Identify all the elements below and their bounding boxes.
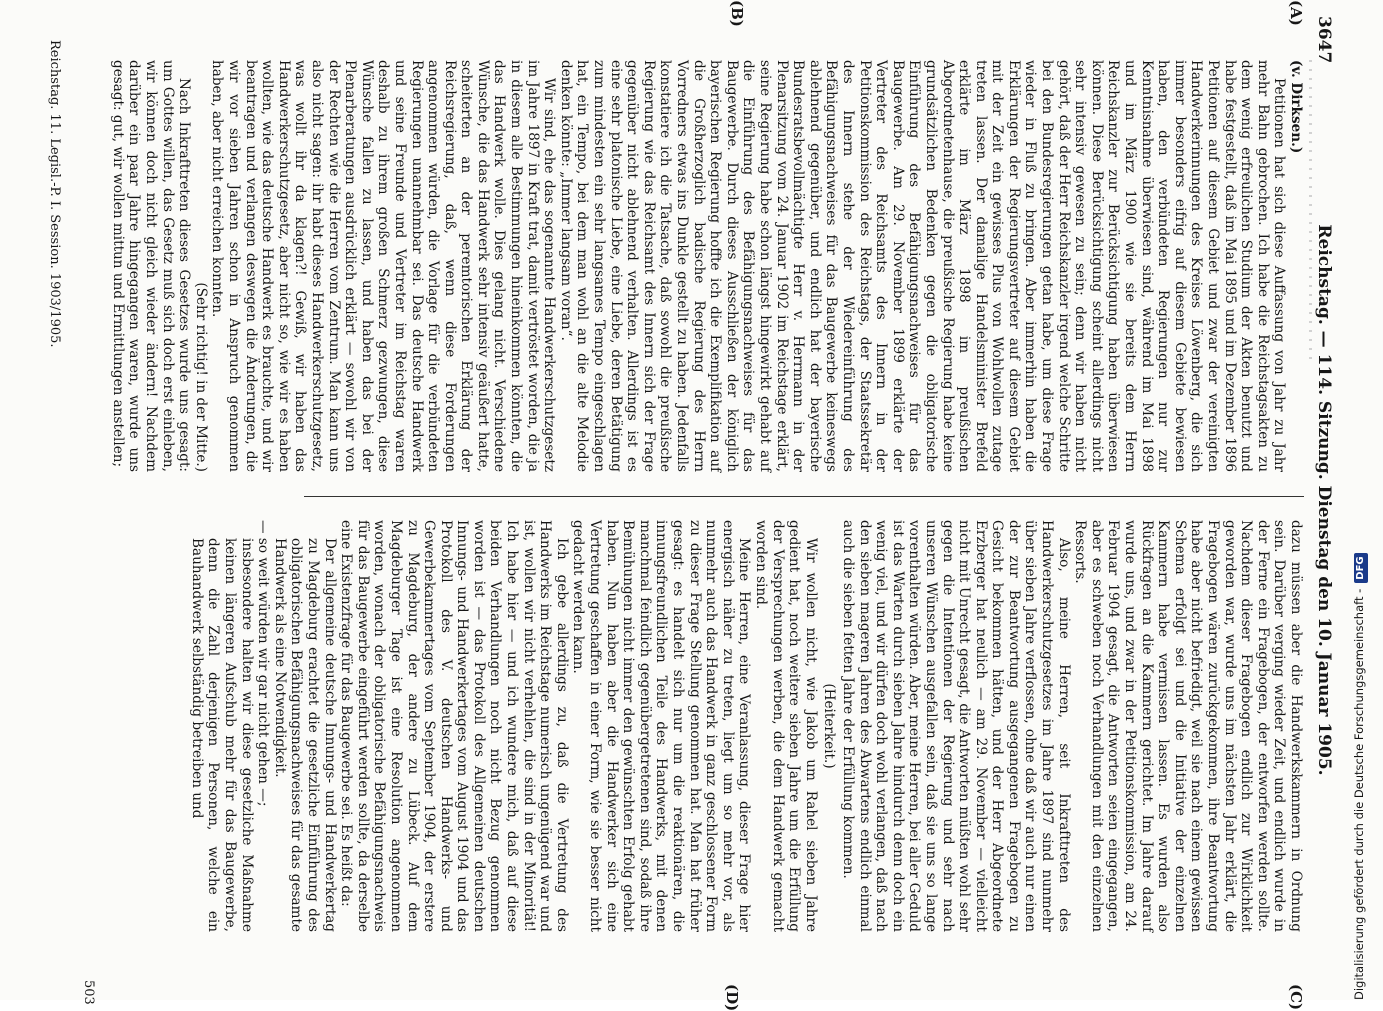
- interjection: (Heiterkeit.): [821, 683, 838, 769]
- speaker-label: (v. Dirksen.): [1288, 60, 1304, 154]
- left-column: [109, 60, 1304, 472]
- paragraph: Nach Inkrafttreten dieses Gesetzes wurde uns gesagt: um Gottes willen, das Gesetz muß sich doch erst einleben, wir können doch nicht gleich wieder ändern! Nachdem darüber ein paar Jahre hingegangen waren, wurde uns gesagt: gut, wir wollen mittun und Ermittlungen anstellen;: [109, 60, 193, 472]
- interjection: (Sehr richtig! in der Mitte.): [192, 282, 209, 472]
- rotated-document-page: [10, 0, 1340, 1011]
- paragraph: Petitionen hat sich diese Auffassung von Jahr zu Jahr mehr Bahn gebrochen. Ich habe die Reichstagsakten zu dem wenig erfreulichen Studium der Akten benutzt und habe festgestellt, daß im Mai 1895 und im Dezember 1896 Petitionen auf diesem Gebiet und zwar der vereinigten Handwerkerinnungen des Kreises Löwenberg, die sich immer besonders eifrig auf diesem Gebiete bewiesen haben, den verbündeten Regierungen nur zur Kenntnisnahme überwiesen sind, während im Mai 1898 und im März 1900 wie sie bereits dem Herrn Reichskanzler zur Berücksichtigung haben überwiesen können. Diese Berücksichtigung scheint allerdings nicht sehr intensiv gewesen zu sein; denn wir haben nicht gehört, daß der Herr Reichskanzler irgend welche Schritte bei den Bundesregierungen getan habe, um diese Frage wieder in Fluß zu bringen. Aber immerhin haben die Erklärungen der Regierungsvertreter auf diesem Gebiet mit der Zeit ein gewisses Plus von Wohlwollen zutage treten lassen. Der damalige Handelsminister Brefeld erklärte im März 1898 im preußischen Abgeordnetenhause, die preußische Regierung habe keine grundsätzlichen Bedenken gegen die obligatorische Einführung des Befähigungsnachweises für das Baugewerbe. Am 29. November 1899 erklärte der Vertreter des Reichsamts des Innern in der Petitionskommission des Reichstags, der Staatssekretär des Innern stehe der Wiedereinführung des Befähigungsnachweises für das Baugewerbe keineswegs ablehnend gegenüber, und endlich hat der bayerische Bundesratsbevollmächtigte Herr v. Herrmann in der Plenarsitzung vom 24. Januar 1902 im Reichstage erklärt, seine Regierung habe schon längst hingewirkt gehabt auf die Einführung des Befähigungsnachweises für das Baugewerbe. Durch dieses Ausschließen der königlich bayerischen Regierung hoffte ich die Exemplifikation auf die Großherzoglich badische Regierung des Herrn Vorredners etwas ins Dunkle gestellt zu haben. Jedenfalls konstatiere ich die Tatsache, daß sowohl die preußische Regierung wie das Reichsamt des Innern sich der Frage gegenüber nicht ablehnend verhalten. Allerdings ist es eine sehr platonische Liebe, eine Liebe, deren Betätigung zum mindesten ein sehr langsames Tempo eingeschlagen hat, ein Tempo, bei dem man wohl an die alte Melodie denken könnte: „Immer langsam voran“.: [557, 60, 1288, 472]
- funding-notice-text: Digitalisierung gefördert durch die Deutsche Forschungsgemeinschaft -: [1352, 588, 1366, 1000]
- paragraph: Also, meine Herren, seit Inkrafttreten des Handwerkerschutzgesetzes im Jahre 1897 sind nunmehr über sieben Jahre verflossen, ohne daß wir auch nur einen der zur Beantwortung ausgegangenen Fragebogen zu Gesicht bekommen hätten, und der Herr Abgeordnete Erzberger hat neulich — am 29. November — vielleicht nicht mit Unrecht gesagt, die Antworten müßten wohl sehr gegen die Intentionen der Regierung und sehr nach unseren Wünschen ausgefallen sein, daß sie uns so lange vorenthalten würden. Aber, meine Herren, bei aller Geduld ist das Warten durch sieben Jahre hindurch denn doch ein wenig viel, und wir dürfen doch wohl verlangen, daß nach den sieben mageren Jahren des Abwartens endlich einmal auch die sieben fetten Jahre der Erfüllung kommen.: [839, 520, 1072, 932]
- margin-mark-a: (A): [1287, 0, 1305, 26]
- column-divider: [304, 496, 1304, 497]
- paragraph: Ich gebe allerdings zu, daß die Vertretung des Handwerks im Reichstage numerisch ungenügend war und ist, wollen wir nicht verhehlen, die sind in der Minorität! Ich habe hier — und ich wundere mich, daß auf diese beiden Verhandlungen noch nicht Bezug genommen worden ist — das Protokoll des Allgemeinen deutschen Innungs- und Handwerkertages vom August 1904 und das Protokoll des V. deutschen Handwerks- und Gewerbekammertages vom September 1904, der erstere zu Magdeburg, der andere zu Lübeck. Auf dem Magdeburger Tage ist eine Resolution angenommen worden, wonach der obligatorische Befähigungsnachweis für das Baugewerbe eingeführt werden sollte, da derselbe eine Existenzfrage für das Baugewerbe sei. Es heißt da:: [338, 520, 570, 932]
- paragraph: dazu müssen aber die Handwerkskammern in Ordnung sein. Darüber verging wieder Zeit, und endlich wurde in der Ferne ein Fragebogen, der entworfen werden sollte. Nachdem dieser Fragebogen endlich zur Wirklichkeit geworden war, wurde uns im nächsten Jahr erklärt, die Fragebogen wären zurückgekommen, ihre Beantwortung habe aber nicht befriedigt, weil sie nach einem gewissen Schema erfolgt sei und die Initiative der einzelnen Kammern habe vermissen lassen. Es wurden also Rückfragen an die Kammern gerichtet. Im Jahre darauf wurde uns, und zwar in der Petitionskommission, am 24. Februar 1904 gesagt, die Antworten seien eingegangen, aber es schweben noch Verhandlungen mit den einzelnen Ressorts.: [1072, 520, 1304, 932]
- footer-left: Reichstag. 11. Legisl.-P. I. Session. 1903/1905.: [47, 40, 62, 348]
- footer-page-number: 503: [81, 980, 96, 1005]
- dfg-logo: DFG: [1354, 553, 1368, 582]
- quotation: insbesondere halten wir diese gesetzliche Maßnahme keinen längeren Aufschub mehr für das Baugewerbe, denn die Zahl derjenigen Personen, welche ein Bauhandwerk selbständig betreiben und: [188, 538, 255, 932]
- margin-mark-b: (B): [728, 0, 746, 27]
- paragraph: Wir sind, ehe das sogenannte Handwerkerschutzgesetz im Jahre 1897 in Kraft trat, damit vertröstet worden, die ja in diesem alle Bestimmungen hineinkommen könnten, die das Handwerk wolle. Dies gelang nicht. Verschiedene Wünsche, die das Handwerk sehr intensiv geäußert hatte, scheiterten an der peremtorischen Erklärung der Reichsregierung, daß, wenn diese Forderungen angenommen würden, die Vorlage für die verbündeten Regierungen unannehmbar sei. Das deutsche Handwerk und seine Freunde und Vertreter im Reichstag waren deshalb zu ihrem großen Schmerz gezwungen, diese Wünsche fallen zu lassen, und haben das bei der Plenarberatungen ausdrücklich erklärt — sowohl wir von der Rechten wie die Herren vom Zentrum. Man kann uns also nicht sagen: ihr habt dieses Handwerkerschutzgesetz, was wollt ihr da klagen?! Gewiß, wir haben das Handwerkerschutzgesetz, aber nicht so, wie wir es haben wollten, wie das deutsche Handwerk es brauchte, und wir beantragen und verlangen deswegen die Änderungen, die wir vor sieben Jahren schon in Anspruch genommen haben, aber nicht erreichen konnten.: [209, 60, 558, 472]
- dash-remark: — so weit würden wir gar nicht gehen —;: [255, 520, 272, 807]
- paragraph: Meine Herren, eine Veranlassung, dieser Frage hier energisch näher zu treten, liegt um so mehr vor, als nunmehr auch das Handwerk in ganz geschlossener Form zu dieser Frage Stellung genommen hat. Man hat früher gesagt: es handelt sich nur um die reaktionären, die innungsfreundlichen Teile des Handwerks, mit denen manchmal feindlich gegenübergetretenen sind, sodaß ihre Bemühungen nicht immer den gewünschten Erfolg gehabt haben. Nun haben aber die Handwerker sich eine Vertretung geschaffen in einer Form, wie sie besser nicht gedacht werden kann.: [570, 520, 753, 932]
- paragraph: Wir wollen nicht, wie Jakob um Rahel sieben Jahre gedient hat, noch weitere sieben Jahre um die Erfüllung der Versprechungen werben, die dem Handwerk gemacht worden sind.: [753, 520, 819, 932]
- funding-notice: [1346, 10, 1372, 1000]
- page-title: Reichstag. — 114. Sitzung. Dienstag den 10. Januar 1905.: [1314, 224, 1334, 776]
- dfg-sidebar: [1346, 0, 1376, 1000]
- margin-mark-c: (C): [1287, 984, 1305, 1011]
- page-number-header: 3647: [1314, 16, 1334, 64]
- quotation: Der allgemeine deutsche Innungs- und Handwerkertag zu Magdeburg erachtet die gesetzliche Einführung des obligatorischen Befähigungsnachweises für das gesamte Handwerk als eine Notwendigkeit.: [271, 538, 338, 932]
- margin-mark-d: (D): [723, 984, 741, 1011]
- right-column: [188, 520, 1304, 932]
